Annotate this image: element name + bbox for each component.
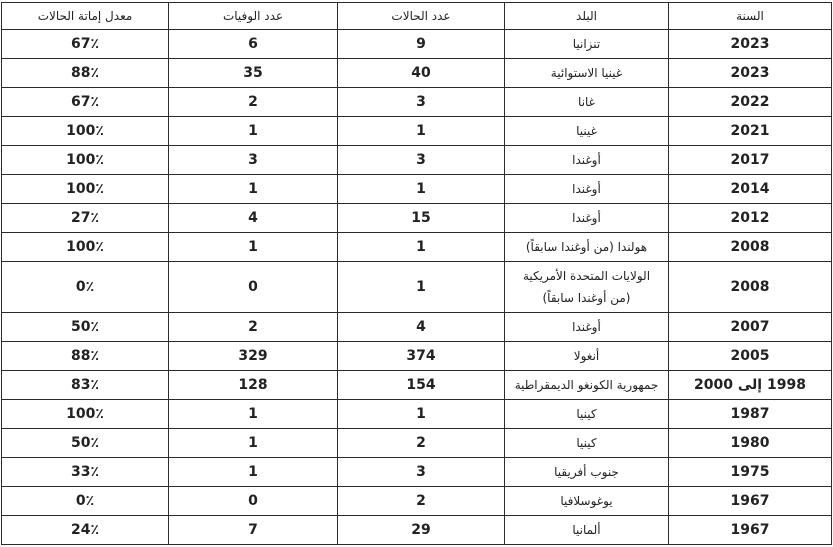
country-text: أوغندا: [572, 182, 601, 196]
cell-country: [505, 233, 669, 262]
cell-deaths: 35: [169, 59, 338, 88]
table-row: [2, 175, 832, 204]
cell-deaths: 4: [169, 204, 338, 233]
table-row: [2, 458, 832, 487]
country-text: هولندا (من أوغندا سابقاً): [525, 240, 648, 254]
cell-year: 2021: [669, 117, 832, 146]
cell-cases: 3: [338, 146, 505, 175]
cell-fatality-rate: 100٪: [2, 400, 169, 429]
table-row: [2, 88, 832, 117]
cell-year: 1967: [669, 487, 832, 516]
cell-fatality-rate: 27٪: [2, 204, 169, 233]
table-row: [2, 342, 832, 371]
header-cases: عدد الحالات: [338, 3, 505, 30]
cell-cases: 1: [338, 262, 505, 313]
cell-cases: 3: [338, 88, 505, 117]
header-country: البلد: [505, 3, 669, 30]
cell-fatality-rate: 88٪: [2, 59, 169, 88]
cell-fatality-rate: 0٪: [2, 487, 169, 516]
cell-fatality-rate: 83٪: [2, 371, 169, 400]
country-text: أوغندا: [572, 211, 601, 225]
country-text: أوغندا: [572, 320, 601, 334]
cell-fatality-rate: 24٪: [2, 516, 169, 545]
table-row: [2, 146, 832, 175]
cell-year: 2022: [669, 88, 832, 117]
cell-country: [505, 516, 669, 545]
country-text: كينيا: [576, 436, 597, 450]
country-text: أنغولا: [573, 349, 600, 363]
cell-cases: 154: [338, 371, 505, 400]
cell-year: 1987: [669, 400, 832, 429]
cell-deaths: 1: [169, 175, 338, 204]
cell-year: 1967: [669, 516, 832, 545]
cell-deaths: 1: [169, 117, 338, 146]
cell-fatality-rate: 100٪: [2, 175, 169, 204]
table-row: [2, 30, 832, 59]
cell-fatality-rate: 88٪: [2, 342, 169, 371]
country-text: غانا: [578, 95, 595, 109]
cell-country: [505, 146, 669, 175]
cell-cases: 374: [338, 342, 505, 371]
cell-year: 1998 إلى 2000: [669, 371, 832, 400]
cell-fatality-rate: 0٪: [2, 262, 169, 313]
cell-cases: 2: [338, 429, 505, 458]
country-text: الولايات المتحدة الأمريكية (من أوغندا سابقاً): [522, 269, 651, 305]
cell-country: [505, 458, 669, 487]
cell-fatality-rate: 67٪: [2, 88, 169, 117]
cell-year: 2017: [669, 146, 832, 175]
table-row: [2, 487, 832, 516]
cell-country: [505, 371, 669, 400]
cell-cases: 4: [338, 313, 505, 342]
cell-cases: 1: [338, 400, 505, 429]
cell-fatality-rate: 100٪: [2, 233, 169, 262]
header-row: [2, 3, 832, 30]
cell-deaths: 0: [169, 262, 338, 313]
header-year: السنة: [669, 3, 832, 30]
country-text: تنزانيا: [572, 37, 601, 51]
country-text: ألمانيا: [572, 523, 601, 537]
cell-cases: 9: [338, 30, 505, 59]
cell-cases: 3: [338, 458, 505, 487]
cell-deaths: 1: [169, 233, 338, 262]
cell-fatality-rate: 33٪: [2, 458, 169, 487]
cell-country: [505, 88, 669, 117]
country-text: غينيا الاستوائية: [550, 66, 623, 80]
table-row: [2, 516, 832, 545]
cell-year: 2008: [669, 262, 832, 313]
cell-cases: 40: [338, 59, 505, 88]
cell-country: [505, 429, 669, 458]
cell-country: [505, 59, 669, 88]
cell-country: [505, 175, 669, 204]
cell-fatality-rate: 100٪: [2, 117, 169, 146]
table-row: [2, 313, 832, 342]
cell-country: [505, 30, 669, 59]
cell-deaths: 7: [169, 516, 338, 545]
table-row: [2, 371, 832, 400]
cell-year: 1980: [669, 429, 832, 458]
cell-country: [505, 487, 669, 516]
table-row: [2, 429, 832, 458]
cell-deaths: 3: [169, 146, 338, 175]
cell-cases: 1: [338, 117, 505, 146]
cell-country: [505, 262, 669, 313]
cell-year: 2005: [669, 342, 832, 371]
cell-deaths: 6: [169, 30, 338, 59]
cell-fatality-rate: 50٪: [2, 429, 169, 458]
header-deaths: عدد الوفيات: [169, 3, 338, 30]
table-row: [2, 262, 832, 313]
cell-deaths: 1: [169, 429, 338, 458]
table-row: [2, 233, 832, 262]
country-text: غينيا: [576, 124, 597, 138]
cell-deaths: 0: [169, 487, 338, 516]
cell-fatality-rate: 67٪: [2, 30, 169, 59]
cell-country: [505, 342, 669, 371]
country-text: أوغندا: [572, 153, 601, 167]
table-row: [2, 204, 832, 233]
cell-country: [505, 313, 669, 342]
header-fatality-rate: معدل إماتة الحالات: [2, 3, 169, 30]
table-row: [2, 400, 832, 429]
cell-year: 2007: [669, 313, 832, 342]
table-row: [2, 117, 832, 146]
cell-deaths: 2: [169, 313, 338, 342]
cell-deaths: 1: [169, 458, 338, 487]
cell-country: [505, 400, 669, 429]
cell-deaths: 329: [169, 342, 338, 371]
cell-fatality-rate: 50٪: [2, 313, 169, 342]
cell-cases: 1: [338, 175, 505, 204]
cell-cases: 15: [338, 204, 505, 233]
table-row: [2, 59, 832, 88]
cell-country: [505, 117, 669, 146]
cell-year: 1975: [669, 458, 832, 487]
outbreaks-table: [1, 2, 832, 545]
cell-year: 2023: [669, 59, 832, 88]
cell-cases: 2: [338, 487, 505, 516]
cell-year: 2014: [669, 175, 832, 204]
country-text: جمهورية الكونغو الديمقراطية: [514, 378, 659, 392]
cell-fatality-rate: 100٪: [2, 146, 169, 175]
cell-year: 2012: [669, 204, 832, 233]
cell-deaths: 1: [169, 400, 338, 429]
cell-deaths: 2: [169, 88, 338, 117]
cell-country: [505, 204, 669, 233]
cell-deaths: 128: [169, 371, 338, 400]
country-text: يوغوسلافيا: [560, 494, 613, 508]
cell-year: 2023: [669, 30, 832, 59]
country-text: جنوب أفريقيا: [554, 465, 619, 479]
country-text: كينيا: [576, 407, 597, 421]
cell-cases: 1: [338, 233, 505, 262]
cell-year: 2008: [669, 233, 832, 262]
cell-cases: 29: [338, 516, 505, 545]
